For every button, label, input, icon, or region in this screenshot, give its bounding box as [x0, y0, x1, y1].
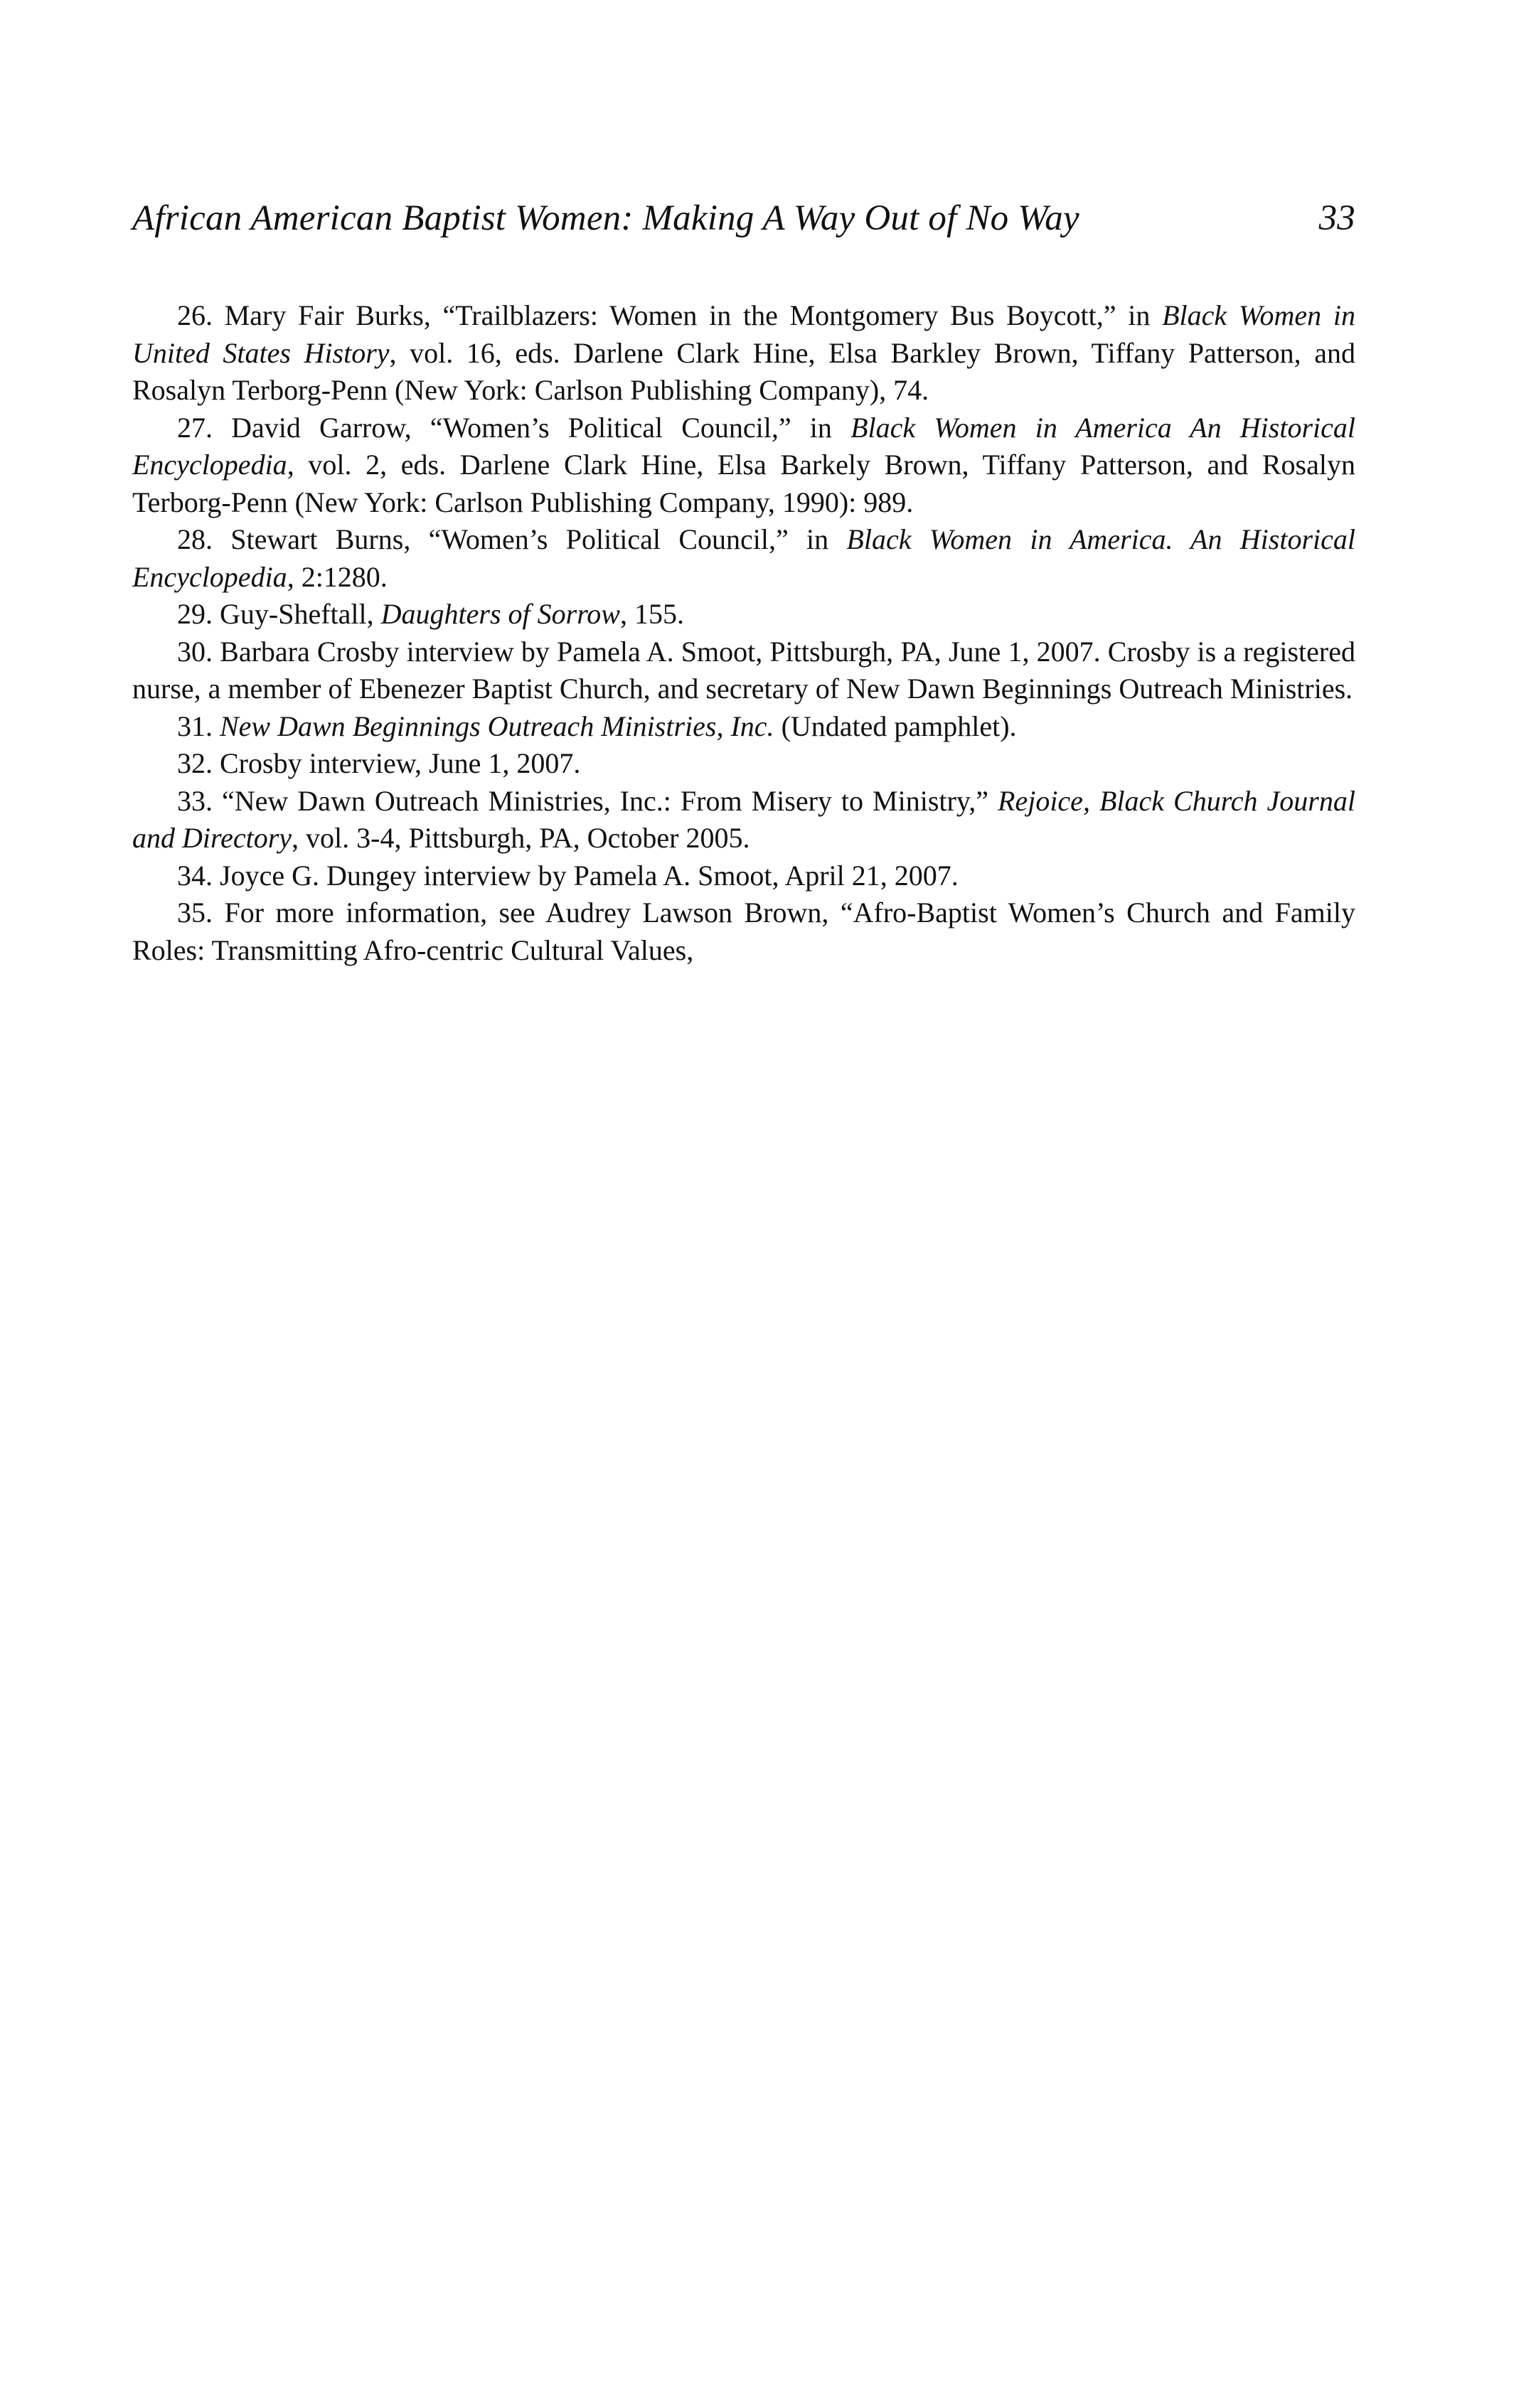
endnote-text: 35. For more information, see Audrey Lawson Brown, “Afro-Baptist Women’s Church and Family Roles: Transmitting Afro-centric Cultural Values,: [132, 897, 1355, 966]
endnote-text: 31.: [177, 710, 220, 742]
endnote-text: (Undated pamphlet).: [774, 710, 1017, 742]
endnote-text: 33. “New Dawn Outreach Ministries, Inc.: From Misery to Ministry,”: [177, 784, 998, 817]
endnote-text: , vol. 2, eds. Darlene Clark Hine, Elsa Barkely Brown, Tiffany Patterson, and Rosalyn Terborg-Penn (New York: Carlson Publishing Company, 1990): 989.: [132, 449, 1355, 518]
endnote: [132, 521, 1355, 596]
endnote-italic-title: Black Women in America. An Historical Encyclopedia: [132, 523, 1356, 593]
endnote: [132, 894, 1355, 969]
endnote: [132, 857, 1355, 895]
page-number: 33: [1318, 198, 1355, 238]
endnote-text: 27. David Garrow, “Women’s Political Council,” in: [177, 411, 851, 444]
endnote: [132, 410, 1355, 522]
running-head: [132, 198, 1355, 247]
endnote-text: , 155.: [619, 598, 684, 630]
endnote-italic-title: Black Women in America An Historical Encyclopedia: [132, 411, 1355, 481]
endnote: [132, 708, 1355, 746]
endnote-text: , vol. 16, eds. Darlene Clark Hine, Elsa Barkley Brown, Tiffany Patterson, and Rosalyn Terborg-Penn (New York: Carlson Publishing Company), 74.: [132, 336, 1355, 406]
endnote-italic-title: Daughters of Sorrow: [380, 598, 620, 630]
running-head-title: African American Baptist Women: Making A Way Out of No Way: [132, 198, 1079, 238]
endnote: [132, 633, 1355, 708]
endnote: [132, 297, 1355, 410]
endnote-text: 28. Stewart Burns, “Women’s Political Council,” in: [177, 523, 847, 555]
endnote-text: 29. Guy-Sheftall,: [177, 598, 381, 630]
endnote-italic-title: Black Women in United States History: [132, 299, 1355, 369]
endnote-text: 26. Mary Fair Burks, “Trailblazers: Women in the Montgomery Bus Boycott,” in: [177, 299, 1163, 331]
endnote: [132, 596, 1355, 633]
endnote: [132, 783, 1355, 857]
endnote-text: 34. Joyce G. Dungey interview by Pamela A. Smoot, April 21, 2007.: [177, 859, 959, 892]
endnote-italic-title: New Dawn Beginnings Outreach Ministries, Inc.: [220, 710, 774, 742]
endnote-text: , vol. 3-4, Pittsburgh, PA, October 2005.: [292, 822, 750, 854]
endnote-text: , 2:1280.: [287, 560, 388, 593]
endnote-italic-title: Rejoice, Black Church Journal and Directory: [132, 784, 1355, 854]
endnote-text: 30. Barbara Crosby interview by Pamela A. Smoot, Pittsburgh, PA, June 1, 2007. Crosby is a registered nurse, a member of Ebenezer Baptist Church, and secretary of New Dawn Beginnings Outreach Ministries.: [132, 635, 1355, 705]
endnotes-list: [132, 297, 1355, 969]
endnote: [132, 745, 1355, 783]
endnote-text: 32. Crosby interview, June 1, 2007.: [177, 747, 581, 779]
